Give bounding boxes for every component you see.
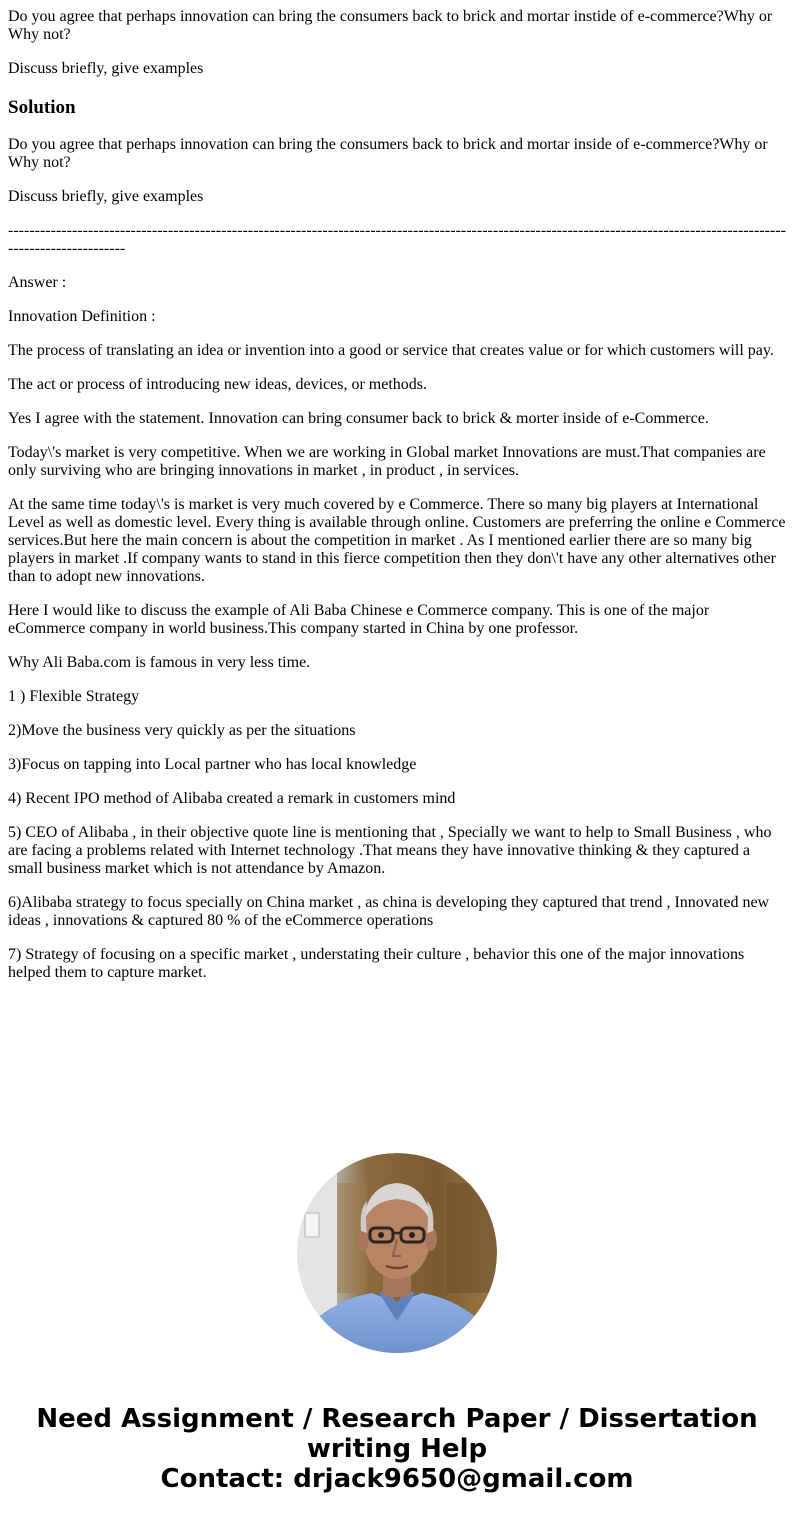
strategy-point: 3)Focus on tapping into Local partner who has local knowledge bbox=[8, 756, 417, 773]
strategy-point: 7) Strategy of focusing on a specific market , understating their culture , behavior this one of the major innovations helped them to capture market. bbox=[8, 946, 745, 981]
market-paragraph: Today\'s market is very competitive. When we are working in Global market Innovations are must.That companies are only surviving who are bringing innovations in market , in product , in services. bbox=[8, 444, 766, 479]
strategy-point: 4) Recent IPO method of Alibaba created a remark in customers mind bbox=[8, 790, 456, 807]
promo-line-1: Need Assignment / Research Paper / Dissertation bbox=[36, 1404, 758, 1434]
solution-instruction-repeat: Discuss briefly, give examples bbox=[8, 188, 204, 205]
avatar-photo bbox=[297, 1153, 497, 1353]
why-alibaba-paragraph: Why Ali Baba.com is famous in very less time. bbox=[8, 654, 311, 671]
solution-heading: Solution bbox=[8, 97, 76, 118]
definition-paragraph: The process of translating an idea or invention into a good or service that creates value or for which customers will pay. bbox=[8, 342, 774, 359]
question-text: Do you agree that perhaps innovation can bring the consumers back to brick and mortar instide of e-commerce?Why or Why not? bbox=[8, 8, 773, 43]
definition-label: Innovation Definition : bbox=[8, 308, 156, 325]
document-body bbox=[8, 8, 786, 998]
dashed-divider: ------------------------------------------------------------------------------------------------------------------------------------------------------------------------ bbox=[8, 222, 786, 257]
question-instruction: Discuss briefly, give examples bbox=[8, 60, 204, 77]
promo-contact-line: Contact: drjack9650@gmail.com bbox=[160, 1464, 634, 1494]
strategy-point: 1 ) Flexible Strategy bbox=[8, 688, 140, 705]
strategy-point: 5) CEO of Alibaba , in their objective quote line is mentioning that , Specially we want to help to Small Business , who are facing a problems related with Internet technology .That means they have innovative thinking & they captured a small business market which is not attendance by Amazon. bbox=[8, 824, 772, 877]
definition-paragraph: The act or process of introducing new ideas, devices, or methods. bbox=[8, 376, 427, 393]
alibaba-paragraph: Here I would like to discuss the example of Ali Baba Chinese e Commerce company. This is one of the major eCommerce company in world business.This company started in China by one professor. bbox=[8, 602, 710, 637]
strategy-point: 2)Move the business very quickly as per the situations bbox=[8, 722, 356, 739]
answer-label: Answer : bbox=[8, 274, 67, 291]
solution-question-repeat: Do you agree that perhaps innovation can bring the consumers back to brick and mortar inside of e-commerce?Why or Why not? bbox=[8, 136, 768, 171]
promo-banner bbox=[0, 1404, 794, 1494]
promo-line-2: writing Help bbox=[306, 1434, 488, 1464]
author-avatar bbox=[297, 1153, 497, 1353]
ecommerce-paragraph: At the same time today\'s is market is very much covered by e Commerce. There so many big players at International Level as well as domestic level. Every thing is available through online. Customers are preferring the online e Commerce services.But here the main concern is about the competition in market . As I mentioned earlier there are so many big players in market .If company wants to stand in this fierce competition then they don\'t have any other alternatives other than to adopt new innovations. bbox=[8, 496, 786, 585]
agreement-paragraph: Yes I agree with the statement. Innovation can bring consumer back to brick & morter inside of e-Commerce. bbox=[8, 410, 709, 427]
strategy-point: 6)Alibaba strategy to focus specially on China market , as china is developing they captured that trend , Innovated new ideas , innovations & captured 80 % of the eCommerce operations bbox=[8, 894, 770, 929]
